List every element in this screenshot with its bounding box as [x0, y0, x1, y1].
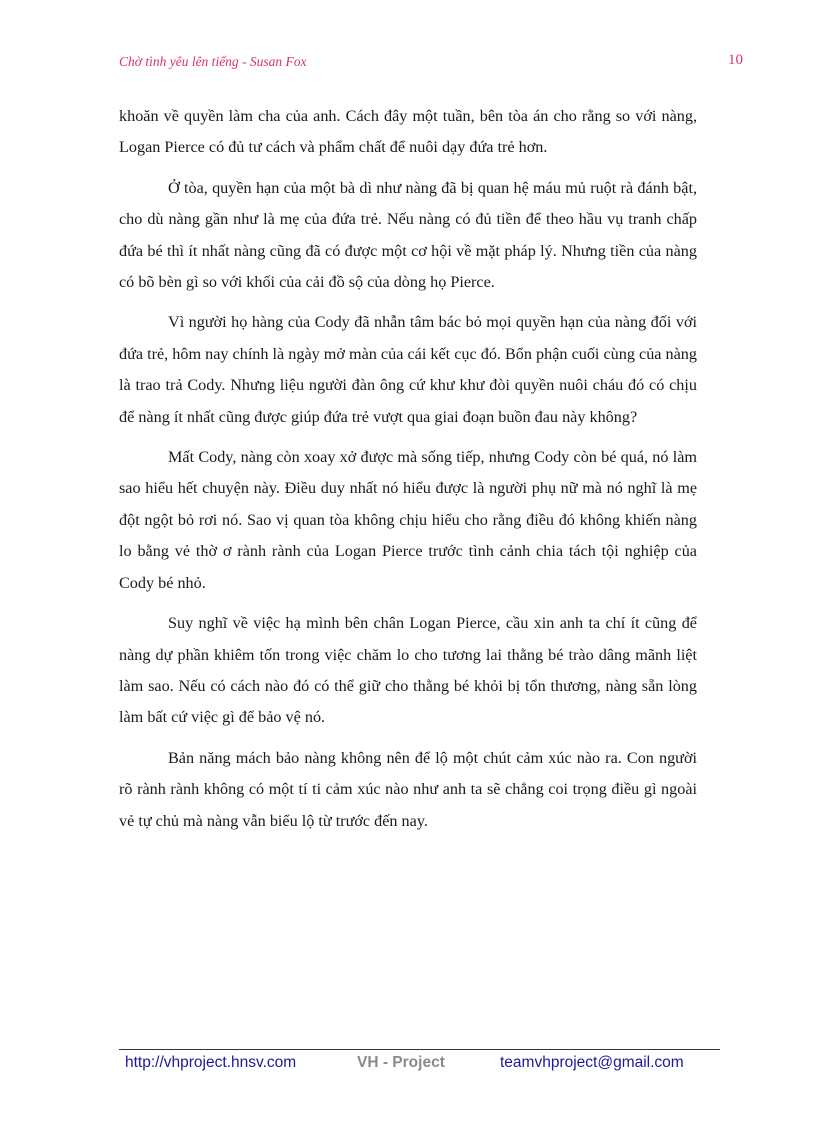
footer-project-name: VH - Project [357, 1054, 445, 1071]
footer-email-link[interactable]: teamvhproject@gmail.com [500, 1054, 684, 1071]
paragraph-5: Suy nghĩ về việc hạ mình bên chân Logan Pierce, cầu xin anh ta chí ít cũng để nàng dự phần khiêm tốn trong việc chăm lo cho tương lai thằng bé trào dâng mãnh liệt làm sao. Nếu có cách nào đó có thể giữ cho thằng bé khỏi bị tổn thương, nàng sẵn lòng làm bất cứ việc gì để bảo vệ nó. [119, 614, 697, 727]
footer-website-link[interactable]: http://vhproject.hnsv.com [125, 1054, 297, 1071]
paragraph-3: Vì người họ hàng của Cody đã nhẫn tâm bác bỏ mọi quyền hạn của nàng đối với đứa trẻ, hôm nay chính là ngày mở màn của cái kết cục đó. Bổn phận cuối cùng của nàng là trao trả Cody. Nhưng liệu người đàn ông cứ khư khư đòi quyền nuôi cháu đó có chịu để nàng ít nhất cũng được giúp đứa trẻ vượt qua giai đoạn buồn đau này không? [119, 313, 697, 426]
paragraph-1: khoăn về quyền làm cha của anh. Cách đây một tuần, bên tòa án cho rằng so với nàng, Logan Pierce có đủ tư cách và phẩm chất để nuôi dạy đứa trẻ hơn. [119, 107, 697, 157]
paragraph-2: Ở tòa, quyền hạn của một bà dì như nàng đã bị quan hệ máu mủ ruột rà đánh bật, cho dù nàng gần như là mẹ của đứa trẻ. Nếu nàng có đủ tiền để theo hầu vụ tranh chấp đứa bé thì ít nhất nàng cũng đã có được một cơ hội về mặt pháp lý. Nhưng tiền của nàng có bõ bèn gì so với khối của cải đồ sộ của dòng họ Pierce. [119, 178, 697, 292]
body-text [119, 101, 697, 846]
page-number: 10 [728, 52, 743, 68]
paragraph-6: Bản năng mách bảo nàng không nên để lộ một chút cảm xúc nào ra. Con người rõ rành rành không có một tí ti cảm xúc nào như anh ta sẽ chẳng coi trọng điều gì ngoài vẻ tự chủ mà nàng vẫn biểu lộ từ trước đến nay. [119, 748, 697, 830]
header-book-title: Chờ tình yêu lên tiếng - Susan Fox [119, 54, 307, 69]
footer-divider [119, 1049, 720, 1050]
paragraph-4: Mất Cody, nàng còn xoay xở được mà sống tiếp, nhưng Cody còn bé quá, nó làm sao hiểu hết chuyện này. Điều duy nhất nó hiểu được là người phụ nữ mà nó nghĩ là mẹ đột ngột bỏ rơi nó. Sao vị quan tòa không chịu hiểu cho rằng điều đó không khiến nàng lo bằng vẻ thờ ơ rành rành của Logan Pierce trước tình cảnh chia tách tội nghiệp của Cody bé nhỏ. [119, 448, 697, 592]
